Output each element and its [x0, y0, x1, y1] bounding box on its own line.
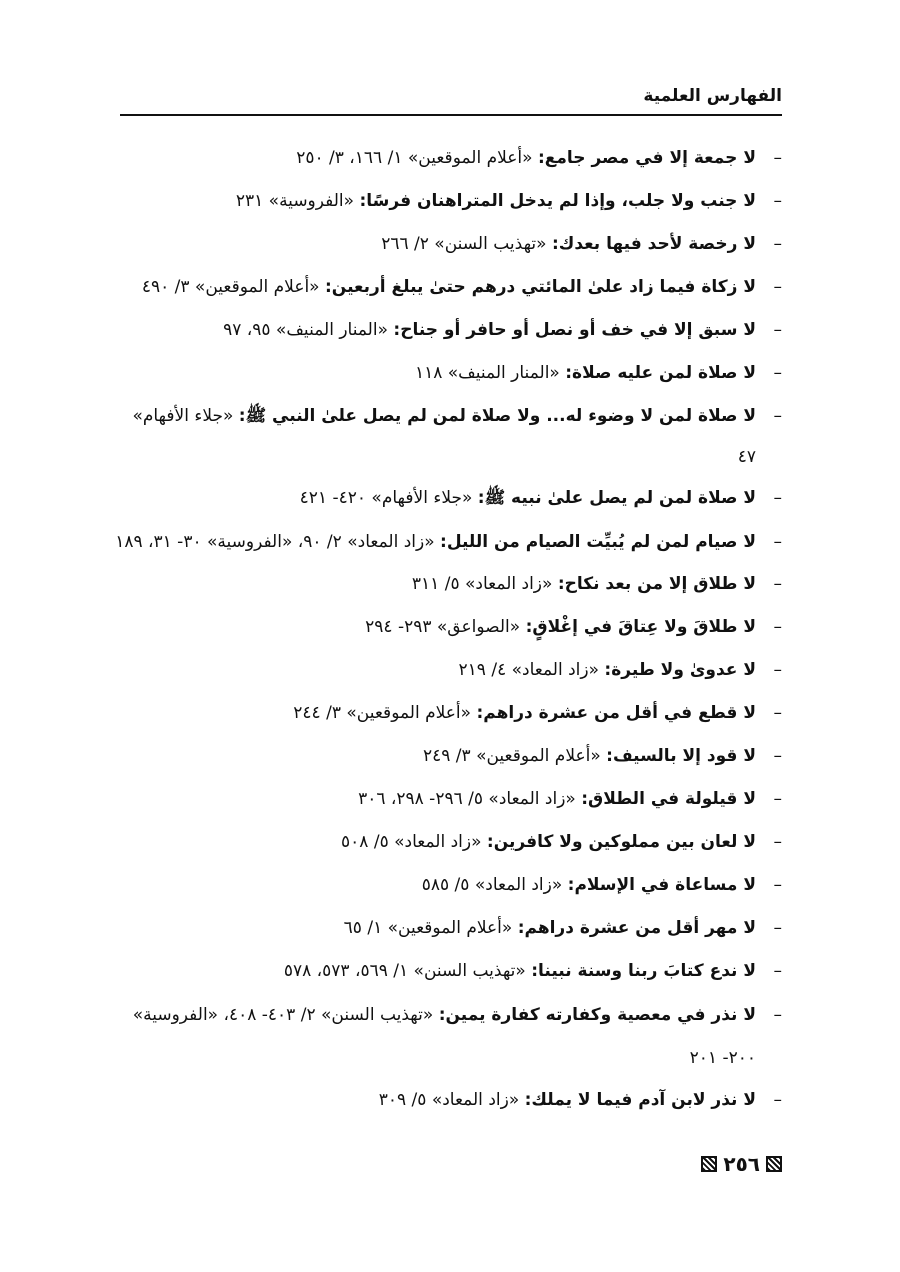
hadith-text: لا مهر أقل من عشرة دراهم:	[517, 918, 756, 938]
entry-dash: –	[773, 234, 782, 254]
entry-dash: –	[773, 191, 782, 211]
entry-dash: –	[773, 746, 782, 766]
index-entry	[112, 994, 782, 1080]
entry-dash: –	[773, 660, 782, 680]
index-entry	[112, 951, 782, 994]
index-entry	[112, 478, 782, 521]
entry-dash: –	[773, 918, 782, 938]
entry-dash: –	[773, 789, 782, 809]
hadith-text: لا زكاة فيما زاد علىٰ المائتي درهم حتىٰ يبلغ أربعين:	[325, 277, 756, 297]
hadith-text: لا عدوىٰ ولا طيرة:	[604, 660, 756, 680]
hadith-text: لا طلاق إلا من بعد نكاح:	[557, 574, 756, 594]
hadith-text: لا قطع في أقل من عشرة دراهم:	[476, 703, 756, 723]
source-references: «أعلام الموقعين» ٣/ ٢٤٤	[293, 703, 472, 723]
source-references: «زاد المعاد» ٤/ ٢١٩	[458, 660, 599, 680]
index-entry	[112, 607, 782, 650]
source-references: «تهذيب السنن» ١/ ٥٦٩، ٥٧٣، ٥٧٨	[283, 961, 526, 981]
header-title: الفهارس العلمية	[643, 86, 782, 106]
hadith-text: لا نذر في معصية وكفارته كفارة يمين:	[438, 1005, 756, 1025]
hadith-text: لا صلاة لمن لا وضوء له... ولا صلاة لمن لم يصل علىٰ النبي ﷺ:	[238, 406, 756, 426]
index-entry	[112, 1080, 782, 1123]
source-references: «جلاء الأفهام» ٤٧	[132, 406, 756, 467]
index-entry	[112, 521, 782, 564]
source-references: «المنار المنيف» ١١٨	[414, 363, 560, 383]
source-references: «تهذيب السنن» ٢/ ٢٦٦	[381, 234, 547, 254]
index-entry	[112, 650, 782, 693]
hadith-text: لا جمعة إلا في مصر جامع:	[537, 148, 756, 168]
index-entry	[112, 181, 782, 224]
index-entry	[112, 267, 782, 310]
hadith-text: لا قيلولة في الطلاق:	[581, 789, 756, 809]
hadith-text: لا صلاة لمن عليه صلاة:	[565, 363, 756, 383]
index-entry	[112, 908, 782, 951]
entry-dash: –	[773, 703, 782, 723]
index-entry	[112, 138, 782, 181]
entry-dash: –	[773, 148, 782, 168]
entry-dash: –	[773, 832, 782, 852]
index-entry	[112, 822, 782, 865]
source-references: «أعلام الموقعين» ٣/ ٤٩٠	[141, 277, 320, 297]
entry-dash: –	[773, 488, 782, 508]
source-references: «المنار المنيف» ٩٥، ٩٧	[223, 320, 388, 340]
index-entry	[112, 779, 782, 822]
source-references: «أعلام الموقعين» ١/ ٦٥	[343, 918, 513, 938]
source-references: «زاد المعاد» ٢/ ٩٠، «الفروسية» ٣٠- ٣١، ١٨٩	[115, 532, 435, 552]
hadith-text: لا صيام لمن لم يُبيِّت الصيام من الليل:	[440, 532, 756, 552]
entry-dash: –	[773, 277, 782, 297]
entry-dash: –	[773, 1090, 782, 1110]
square-ornament-icon	[766, 1156, 782, 1172]
index-entry	[112, 736, 782, 779]
square-ornament-icon	[701, 1156, 717, 1172]
source-references: «الفروسية» ٢٣١	[235, 191, 355, 211]
source-references: «أعلام الموقعين» ٣/ ٢٤٩	[422, 746, 601, 766]
hadith-text: لا نذر لابن آدم فيما لا يملك:	[524, 1090, 756, 1110]
entry-dash: –	[773, 875, 782, 895]
hadith-text: لا لعان بين مملوكين ولا كافرين:	[486, 832, 756, 852]
source-references: «أعلام الموقعين» ١/ ١٦٦، ٣/ ٢٥٠	[296, 148, 533, 168]
hadith-index-list	[112, 138, 782, 1123]
source-references: «زاد المعاد» ٥/ ٢٩٦- ٢٩٨، ٣٠٦	[358, 789, 576, 809]
index-entry	[112, 564, 782, 607]
entry-dash: –	[773, 532, 782, 552]
entry-dash: –	[773, 363, 782, 383]
entry-dash: –	[773, 406, 782, 426]
entry-dash: –	[773, 574, 782, 594]
entry-dash: –	[773, 320, 782, 340]
hadith-text: لا طلاقَ ولا عِتاقَ في إغْلاقٍ:	[525, 617, 756, 637]
index-entry	[112, 693, 782, 736]
hadith-text: لا مساعاة في الإسلام:	[567, 875, 756, 895]
source-references: «زاد المعاد» ٥/ ٥٠٨	[341, 832, 482, 852]
source-references: «الصواعق» ٢٩٣- ٢٩٤	[365, 617, 521, 637]
hadith-text: لا قود إلا بالسيف:	[606, 746, 756, 766]
entry-dash: –	[773, 961, 782, 981]
source-references: «زاد المعاد» ٥/ ٣١١	[411, 574, 553, 594]
hadith-text: لا سبق إلا في خف أو نصل أو حافر أو جناح:	[393, 320, 756, 340]
source-references: «زاد المعاد» ٥/ ٥٨٥	[421, 875, 563, 895]
source-references: «جلاء الأفهام» ٤٢٠- ٤٢١	[299, 488, 473, 508]
entry-dash: –	[773, 617, 782, 637]
index-entry	[112, 353, 782, 396]
index-entry	[112, 224, 782, 267]
index-entry	[112, 865, 782, 908]
source-references: «زاد المعاد» ٥/ ٣٠٩	[378, 1090, 520, 1110]
entry-dash: –	[773, 1005, 782, 1025]
hadith-text: لا جنب ولا جلب، وإذا لم يدخل المتراهنان فرسًا:	[359, 191, 756, 211]
running-header	[120, 84, 782, 116]
page-footer	[664, 1152, 782, 1176]
page-number: ٢٥٦	[723, 1152, 760, 1176]
hadith-text: لا ندع كتابَ ربنا وسنة نبينا:	[531, 961, 756, 981]
index-entry	[112, 310, 782, 353]
source-references: «تهذيب السنن» ٢/ ٤٠٣- ٤٠٨، «الفروسية» ٢٠٠- ٢٠١	[132, 1005, 756, 1068]
hadith-text: لا رخصة لأحد فيها بعدك:	[551, 234, 756, 254]
header-rule	[120, 114, 782, 116]
hadith-text: لا صلاة لمن لم يصل علىٰ نبيه ﷺ:	[477, 488, 756, 508]
index-entry	[112, 396, 782, 478]
